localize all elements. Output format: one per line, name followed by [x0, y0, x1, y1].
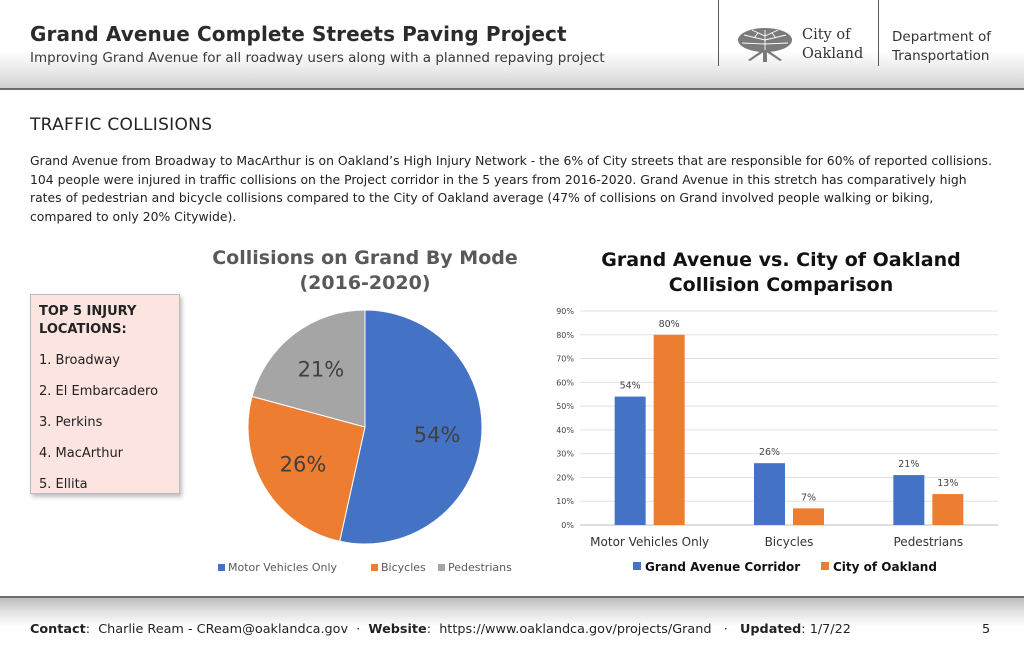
pie-data-label: 26%: [279, 452, 327, 477]
website-link[interactable]: https://www.oaklandca.gov/projects/Grand: [439, 622, 712, 637]
top5-item: 2. El Embarcadero: [39, 384, 159, 399]
bar-legend-label: Grand Avenue Corridor: [645, 560, 801, 574]
bar-grand-avenue: [615, 397, 646, 525]
page-header: [0, 0, 1024, 90]
pie-data-label: 54%: [413, 422, 461, 447]
website-label: Website: [368, 622, 427, 637]
pie-legend-label: Bicycles: [381, 561, 426, 574]
y-tick-label: 90%: [556, 307, 574, 316]
top5-item: 4. MacArthur: [39, 446, 124, 461]
header-divider: [878, 0, 879, 66]
pie-legend-label: Pedestrians: [448, 561, 512, 574]
updated-label: Updated: [739, 622, 802, 637]
bar-city-of-oakland: [932, 494, 963, 525]
dept-line2: Transportation: [892, 48, 990, 64]
oak-tree-icon: [734, 26, 796, 64]
x-category-label: Pedestrians: [893, 535, 964, 549]
city-of-oakland-logo-text: [802, 26, 863, 64]
bar-title-line1: Grand Avenue vs. City of Oakland: [601, 249, 961, 271]
pie-legend-label: Motor Vehicles Only: [228, 561, 338, 574]
y-tick-label: 10%: [556, 497, 574, 507]
dept-line1: Department of: [892, 29, 991, 45]
legend-swatch: [633, 562, 641, 570]
y-tick-label: 30%: [556, 449, 574, 459]
legend-swatch: [821, 562, 829, 570]
bar-legend-label: City of Oakland: [833, 560, 937, 574]
y-tick-label: 80%: [556, 330, 574, 340]
y-tick-label: 50%: [556, 402, 574, 412]
bar-city-of-oakland: [654, 335, 685, 525]
legend-swatch: [438, 564, 445, 571]
bar-grand-avenue: [893, 475, 924, 525]
page-subtitle: Improving Grand Avenue for all roadway users along with a planned repaving project: [30, 50, 605, 66]
page-number: 5: [982, 622, 991, 637]
pie-title-line1: Collisions on Grand By Mode: [212, 247, 518, 269]
bar-data-label: 80%: [658, 318, 680, 330]
bar-city-of-oakland: [793, 508, 824, 525]
page-title: Grand Avenue Complete Streets Paving Project: [30, 22, 567, 46]
pie-chart: [195, 240, 535, 585]
y-tick-label: 40%: [556, 425, 574, 435]
y-tick-label: 70%: [556, 354, 574, 364]
x-category-label: Bicycles: [764, 535, 814, 549]
legend-swatch: [218, 564, 225, 571]
top5-item: 1. Broadway: [39, 353, 120, 368]
y-tick-label: 0%: [561, 521, 574, 530]
city-line2: Oakland: [802, 46, 864, 62]
bar-title-line2: Collision Comparison: [668, 274, 894, 296]
intro-paragraph: Grand Avenue from Broadway to MacArthur is on Oakland’s High Injury Network - the 6% of City streets that are responsible for 60% of reported collisions. 104 people were injured in traffic collisions on the Project corridor in the 5 years from 2016-2020. Grand Avenue in this stretch has comparatively high rates of pedestrian and bicycle collisions compared to the City of Oakland average (47% of collisions on Grand involved people walking or biking, compared to only 20% Citywide).: [30, 153, 992, 224]
y-tick-label: 60%: [556, 378, 574, 388]
top5-item: 5. Ellita: [39, 477, 88, 492]
pie-data-label: 21%: [297, 357, 345, 382]
section-title: TRAFFIC COLLISIONS: [30, 115, 213, 135]
department-text: [892, 28, 991, 66]
bar-chart: [545, 240, 1017, 585]
top5-item: 3. Perkins: [39, 415, 103, 430]
header-divider: [718, 0, 719, 66]
city-line1: City of: [802, 27, 851, 43]
top-injury-locations-box: [30, 294, 180, 494]
contact-value[interactable]: Charlie Ream - CReam@oaklandca.gov: [98, 622, 349, 637]
pie-title-line2: (2016-2020): [299, 272, 431, 294]
x-category-label: Motor Vehicles Only: [590, 535, 710, 549]
legend-swatch: [371, 564, 378, 571]
bar-data-label: 13%: [937, 478, 959, 490]
bar-data-label: 21%: [898, 459, 920, 471]
y-tick-label: 20%: [556, 473, 574, 483]
bar-data-label: 7%: [800, 492, 817, 504]
page-footer: [0, 596, 1024, 662]
bar-data-label: 26%: [758, 447, 781, 459]
contact-label: Contact: [30, 622, 86, 637]
top5-title: TOP 5 INJURY LOCATIONS:: [39, 304, 137, 337]
updated-value: 1/7/22: [809, 622, 851, 637]
footer-contact-line: Contact: Charlie Ream - CReam@oaklandca.gov · Website: https://www.oaklandca.gov/projects/Grand · Updated: 1/7/22: [30, 622, 851, 637]
bar-grand-avenue: [754, 463, 785, 525]
bar-data-label: 54%: [619, 380, 641, 392]
